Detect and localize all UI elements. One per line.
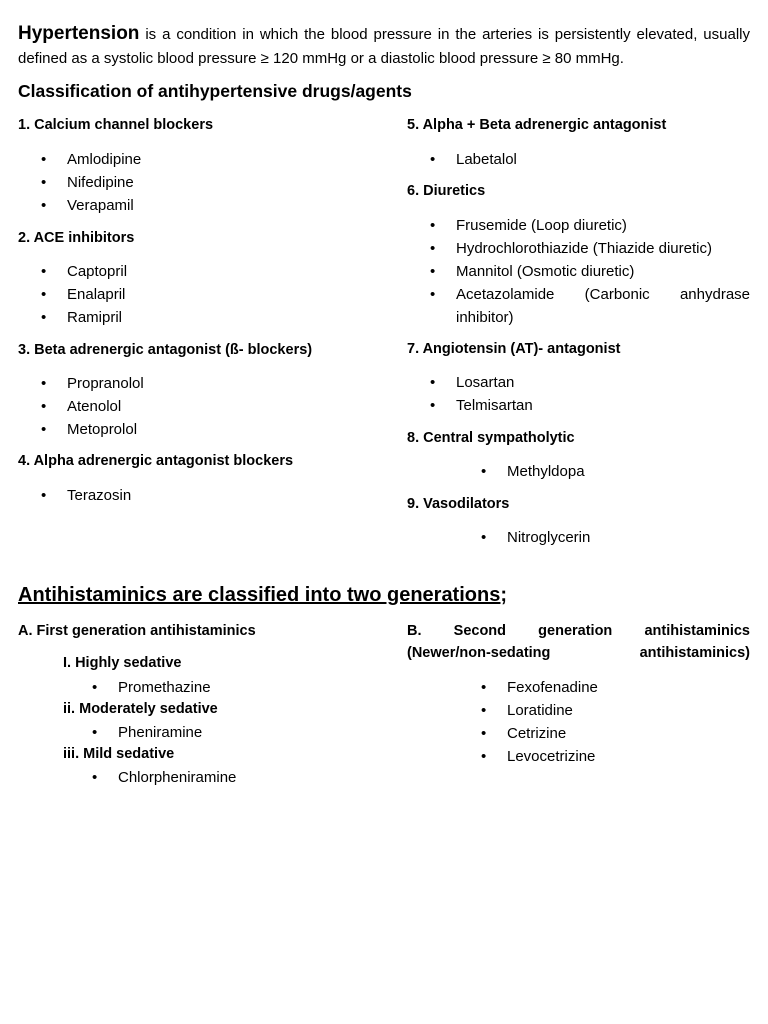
list-item: • Verapamil <box>41 194 141 217</box>
list-item: • Levocetrizine <box>481 745 598 768</box>
list-item: • Terazosin <box>41 484 131 507</box>
list-item: • Pheniramine <box>92 721 202 744</box>
list-highly-sedative <box>92 676 211 699</box>
section-title-diuretics: 6. Diuretics <box>407 183 486 199</box>
section-title-alpha-blockers: 4. Alpha adrenergic antagonist blockers <box>18 453 294 469</box>
section-title-beta-blockers: 3. Beta adrenergic antagonist (ß- blockers) <box>18 342 313 358</box>
list-alpha-beta-antagonist <box>430 148 517 171</box>
list-item: • Fexofenadine <box>481 676 598 699</box>
list-moderately-sedative <box>92 721 202 744</box>
list-item: • Atenolol <box>41 395 144 418</box>
list-item: • Telmisartan <box>430 394 533 417</box>
list-item: • Propranolol <box>41 372 144 395</box>
list-item: • Loratidine <box>481 699 598 722</box>
section-title-ace-inhibitors: 2. ACE inhibitors <box>18 230 135 246</box>
list-alpha-blockers <box>41 484 131 507</box>
antihistamine-heading: Antihistaminics are classified into two generations; <box>18 584 507 606</box>
list-item: • Hydrochlorothiazide (Thiazide diuretic) <box>430 237 750 260</box>
section-title-vasodilators: 9. Vasodilators <box>407 496 510 512</box>
list-item: • Cetrizine <box>481 722 598 745</box>
first-gen-group-title: iii. Mild sedative <box>63 746 175 762</box>
list-item: • Amlodipine <box>41 148 141 171</box>
list-item: • Promethazine <box>92 676 211 699</box>
list-diuretics <box>430 214 750 329</box>
intro-paragraph <box>18 22 750 71</box>
list-second-gen <box>481 676 598 768</box>
section-title-angiotensin-antagonist: 7. Angiotensin (AT)- antagonist <box>407 341 621 357</box>
list-vasodilators <box>481 526 590 549</box>
list-item: • Nifedipine <box>41 171 141 194</box>
list-item: • Labetalol <box>430 148 517 171</box>
list-central-sympatholytic <box>481 460 585 483</box>
intro-text: is a condition in which the blood pressure in the arteries is persistently elevated, usually defined as a systolic blood pressure ≥ 120 mmHg or a diastolic blood pressure ≥ 80 mmHg. <box>18 26 750 67</box>
first-gen-title: A. First generation antihistaminics <box>18 623 256 639</box>
section-title-calcium-channel-blockers: 1. Calcium channel blockers <box>18 117 214 133</box>
list-item: • Enalapril <box>41 283 127 306</box>
list-item: • Metoprolol <box>41 418 144 441</box>
list-ace-inhibitors <box>41 260 127 329</box>
list-item: • Mannitol (Osmotic diuretic) <box>430 260 750 283</box>
list-item: • Ramipril <box>41 306 127 329</box>
list-angiotensin-antagonist <box>430 371 533 417</box>
list-item: • Acetazolamide (Carbonic anhydrase inhibitor) <box>430 283 750 329</box>
classification-heading: Classification of antihypertensive drugs/agents <box>18 81 412 101</box>
list-mild-sedative <box>92 766 236 789</box>
section-title-central-sympatholytic: 8. Central sympatholytic <box>407 430 575 446</box>
list-item: • Chlorpheniramine <box>92 766 236 789</box>
first-gen-group-title: I. Highly sedative <box>63 655 182 671</box>
list-item: • Methyldopa <box>481 460 585 483</box>
list-beta-blockers <box>41 372 144 441</box>
intro-term: Hypertension <box>18 23 140 44</box>
list-item: • Frusemide (Loop diuretic) <box>430 214 750 237</box>
second-gen-title: B. Second generation antihistaminics (Newer/non-sedating antihistaminics) <box>407 623 750 661</box>
section-title-alpha-beta-antagonist: 5. Alpha + Beta adrenergic antagonist <box>407 117 667 133</box>
list-item: • Captopril <box>41 260 127 283</box>
list-calcium-channel-blockers <box>41 148 141 217</box>
first-gen-group-title: ii. Moderately sedative <box>63 701 218 717</box>
list-item: • Nitroglycerin <box>481 526 590 549</box>
list-item: • Losartan <box>430 371 533 394</box>
